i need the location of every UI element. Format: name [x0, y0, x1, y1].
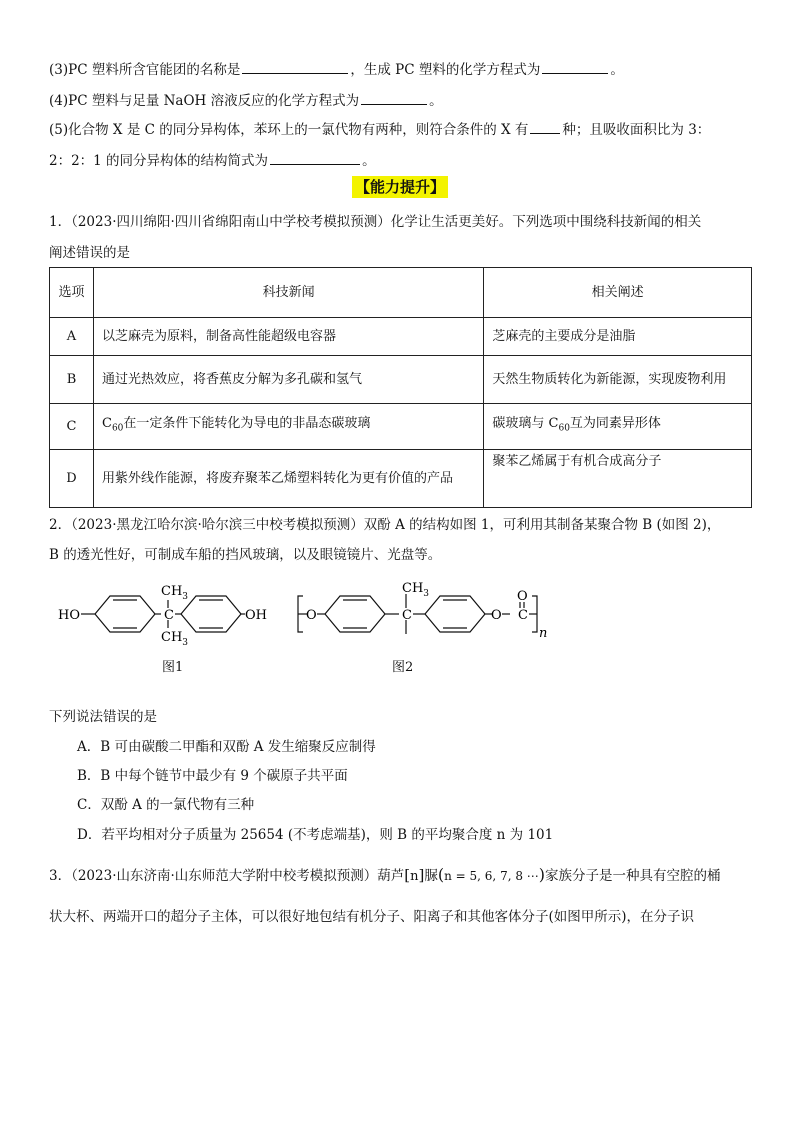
n-label: n [539, 626, 548, 641]
row-option: A [50, 318, 94, 356]
q5-text-3: 2：2：1 的同分异构体的结构简式为 [49, 153, 269, 169]
row-news: 以芝麻壳为原料，制备高性能超级电容器 [93, 318, 483, 356]
q3-stem-post: 家族分子是一种具有空腔的桶 [545, 868, 721, 884]
q1-stem-line-1: 1．（2023·四川绵阳·四川省绵阳南山中学校考模拟预测）化学让生活更美好。下列选项中围绕科技新闻的相关 [49, 214, 702, 230]
q3-text-1: (3)PC 塑料所含官能团的名称是 [49, 62, 241, 78]
header-news: 科技新闻 [93, 268, 483, 318]
q3-blank-2[interactable] [542, 59, 608, 74]
q3-line [49, 59, 624, 79]
q4-text-2: 。 [429, 93, 443, 109]
q2-stem-line-1: 2．（2023·黑龙江哈尔滨·哈尔滨三中校考模拟预测）双酚 A 的结构如图 1，可利用其制备某聚合物 B (如图 2)， [49, 517, 721, 533]
figure-1-bisphenol-a [81, 596, 245, 632]
q5-blank-2[interactable] [270, 150, 360, 165]
o-label-3: O [517, 589, 528, 604]
bisphenol-structure-figure [55, 578, 575, 678]
header-option: 选项 [50, 268, 94, 318]
q3-blank-1[interactable] [242, 59, 348, 74]
q5-line-1 [49, 119, 710, 139]
row-news: 通过光热效应，将香蕉皮分解为多孔碳和氢气 [93, 356, 483, 404]
c-label-3: C [518, 608, 528, 623]
section-title-text: 【能力提升】 [352, 176, 448, 198]
q5-blank-1[interactable] [530, 119, 560, 134]
q2-prompt: 下列说法错误的是 [49, 709, 157, 725]
q5-text-4: 。 [362, 153, 376, 169]
q3-text-3: 。 [610, 62, 624, 78]
news-table [49, 267, 752, 508]
figure-2-label: 图2 [392, 660, 414, 675]
q3-formula: (n = 5, 6, 7, 8 ⋯) [437, 865, 546, 884]
q4-line [49, 90, 443, 110]
q4-text-1: (4)PC 塑料与足量 NaOH 溶液反应的化学方程式为 [49, 93, 360, 109]
section-title [0, 176, 800, 197]
table-header-row [50, 268, 752, 318]
row-desc: 天然生物质转化为新能源，实现废物利用 [484, 356, 752, 404]
row-news: $C_{60}$在一定条件下能转化为导电的非晶态碳玻璃 [93, 404, 483, 450]
table-row [50, 404, 752, 450]
q3-stem-line-2: 状大杯、两端开口的超分子主体，可以很好地包结有机分子、阳离子和其他客体分子(如图甲所示)，在分子识 [49, 909, 695, 925]
q5-line-2 [49, 150, 376, 170]
q5-text-1: (5)化合物 X 是 C 的同分异构体，苯环上的一氯代物有两种，则符合条件的 X 有 [49, 122, 529, 138]
q3-text-2: ，生成 PC 塑料的化学方程式为 [350, 62, 541, 78]
q3-stem-line-1 [49, 866, 721, 886]
ch3-top-1: $CH_3$ [161, 584, 189, 602]
q3-bracket: [n] [404, 866, 425, 884]
ho-label: HO [58, 608, 80, 623]
table-row [50, 450, 752, 508]
header-desc: 相关阐述 [484, 268, 752, 318]
q2-option-d[interactable]: D．若平均相对分子质量为 25654 (不考虑端基)，则 B 的平均聚合度 n 为 101 [77, 827, 554, 843]
o-label-1: O [306, 608, 317, 623]
table-row [50, 356, 752, 404]
c-label-2: C [402, 608, 412, 623]
ch3-bottom-1: $CH_3$ [161, 630, 189, 648]
q2-option-a[interactable]: A．B 可由碳酸二甲酯和双酚 A 发生缩聚反应制得 [77, 739, 376, 755]
row-desc: 碳玻璃与 $C_{60}$互为同素异形体 [484, 404, 752, 450]
q3-stem-mid: 脲 [424, 868, 438, 884]
q4-blank[interactable] [361, 90, 427, 105]
q1-stem-line-2: 阐述错误的是 [49, 245, 130, 261]
row-desc: 聚苯乙烯属于有机合成高分子 [484, 450, 752, 508]
ch3-top-2: $CH_3$ [402, 581, 430, 599]
row-option: B [50, 356, 94, 404]
row-option: D [50, 450, 94, 508]
row-news: 用紫外线作能源，将废弃聚苯乙烯塑料转化为更有价值的产品 [93, 450, 483, 508]
q2-stem-line-2: B 的透光性好，可制成车船的挡风玻璃，以及眼镜镜片、光盘等。 [49, 547, 442, 563]
row-option: C [50, 404, 94, 450]
q2-option-c[interactable]: C．双酚 A 的一氯代物有三种 [77, 797, 255, 813]
q5-text-2: 种；且吸收面积比为 3： [562, 122, 711, 138]
figure-1-label: 图1 [162, 660, 184, 675]
table-row [50, 318, 752, 356]
q2-option-b[interactable]: B．B 中每个链节中最少有 9 个碳原子共平面 [77, 768, 348, 784]
q3-stem-pre: 3．（2023·山东济南·山东师范大学附中校考模拟预测）葫芦 [49, 868, 405, 884]
c-label-1: C [164, 608, 174, 623]
oh-label: OH [245, 608, 267, 623]
o-label-2: O [491, 608, 502, 623]
row-desc: 芝麻壳的主要成分是油脂 [484, 318, 752, 356]
